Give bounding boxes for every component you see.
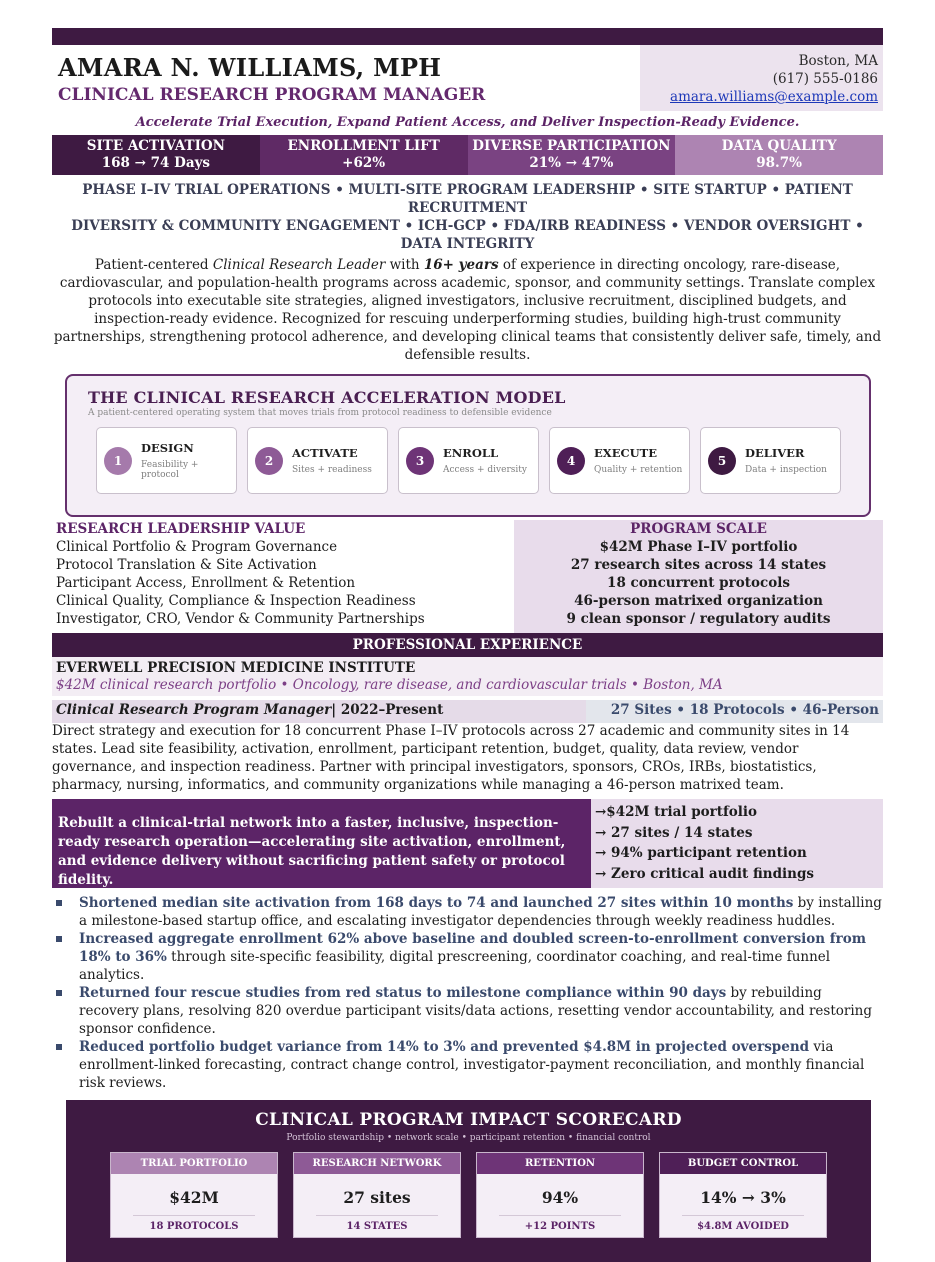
- list-item: [52, 930, 883, 984]
- square-bullet-icon: [56, 990, 62, 996]
- model-step-activate: [247, 427, 388, 494]
- list-item: [52, 894, 883, 930]
- step-number-badge: 1: [104, 447, 132, 475]
- card-heading: TRIAL PORTFOLIO: [111, 1153, 277, 1174]
- card-heading: RETENTION: [477, 1153, 643, 1174]
- scorecard-card-retention: [476, 1152, 644, 1238]
- step-number-badge: 2: [255, 447, 283, 475]
- achievement-lead: Returned four rescue studies from red status to milestone compliance within 90 days: [79, 985, 727, 1001]
- scorecard-card-budget-control: [659, 1152, 827, 1238]
- scorecard-title: CLINICAL PROGRAM IMPACT SCORECARD: [255, 1110, 682, 1130]
- professional-summary: [52, 256, 883, 364]
- company-description: $42M clinical research portfolio • Oncology, rare disease, and cardiovascular trials • Boston, MA: [56, 677, 723, 693]
- summary-text: of experience in directing oncology, rare-disease, cardiovascular, and population-health programs across academic, sponsor, and community settings. Translate complex protocols into executable site strategies, aligned investigators, inclusive recruitment, disciplined budgets, and inspection-ready evidence. Recognized for rescuing underperforming studies, building high-trust community partnerships, strengthening protocol adherence, and developing clinical teams that consistently deliver safe, timely, and defensible results.: [53, 257, 882, 363]
- summary-emphasis: Clinical Research Leader: [212, 257, 386, 273]
- scorecard-card-trial-portfolio: [110, 1152, 278, 1238]
- company-block: [52, 657, 883, 696]
- list-item: Protocol Translation & Site Activation: [56, 557, 317, 573]
- step-number-badge: 4: [557, 447, 585, 475]
- achievement-detail: through site-specific feasibility, digital prescreening, coordinator coaching, and real-time funnel analytics.: [79, 949, 831, 983]
- card-divider: [682, 1215, 804, 1216]
- step-number-badge: 3: [406, 447, 434, 475]
- resume-page: [52, 28, 883, 1262]
- list-item: → 27 sites / 14 states: [595, 824, 753, 841]
- step-name: ACTIVATE: [292, 446, 358, 460]
- model-step-design: [96, 427, 237, 494]
- kpi-value: 98.7%: [756, 155, 802, 171]
- kpi-value: 168 → 74 Days: [101, 155, 211, 171]
- achievement-detail: via enrollment-linked forecasting, contract change control, investigator-payment reconciliation, and monthly financial risk reviews.: [79, 1039, 865, 1091]
- program-scale-list: [514, 520, 883, 633]
- scorecard-card-research-network: [293, 1152, 461, 1238]
- contact-location: Boston, MA: [798, 53, 878, 69]
- model-step-enroll: [398, 427, 539, 494]
- card-divider: [499, 1215, 621, 1216]
- kpi-value: +62%: [342, 155, 386, 171]
- kpi-diverse-participation: [468, 135, 676, 175]
- summary-text: with: [385, 257, 424, 273]
- list-item: [52, 984, 883, 1038]
- step-description: Sites + readiness: [292, 465, 372, 475]
- achievement-lead: Reduced portfolio budget variance from 14% to 3% and prevented $4.8M in projected overspend: [79, 1039, 810, 1055]
- model-steps: [96, 427, 869, 494]
- company-name: EVERWELL PRECISION MEDICINE INSTITUTE: [56, 660, 416, 676]
- step-description: Access + diversity: [443, 465, 527, 475]
- card-heading: RESEARCH NETWORK: [294, 1153, 460, 1174]
- role-name: Clinical Research Program Manager: [56, 702, 332, 718]
- square-bullet-icon: [56, 1044, 62, 1050]
- card-value: 94%: [541, 1188, 579, 1207]
- highlight-statement: Rebuilt a clinical-trial network into a faster, inclusive, inspection-ready research operation—accelerating site activation, enrollment, and evidence delivery without sacrificing patient safety or protocol fidelity.: [52, 799, 591, 888]
- value-and-scale: [52, 520, 883, 633]
- list-item: [52, 1038, 883, 1092]
- square-bullet-icon: [56, 936, 62, 942]
- step-description: Data + inspection: [745, 465, 827, 475]
- model-title: THE CLINICAL RESEARCH ACCELERATION MODEL: [88, 388, 566, 407]
- achievement-detail: by rebuilding recovery plans, resolving 820 overdue participant visits/data actions, resetting vendor accountability, and restoring sponsor confidence.: [79, 985, 872, 1037]
- card-divider: [316, 1215, 438, 1216]
- card-footnote: $4.8M AVOIDED: [697, 1221, 789, 1232]
- list-item: Clinical Quality, Compliance & Inspection Readiness: [56, 593, 416, 609]
- list-item: 27 research sites across 14 states: [570, 557, 827, 573]
- role-stats: 27 Sites • 18 Protocols • 46-Person: [586, 700, 883, 723]
- card-divider: [133, 1215, 255, 1216]
- role-title: [52, 700, 586, 723]
- model-step-deliver: [700, 427, 841, 494]
- header-identity: [52, 45, 640, 111]
- contact-block: [640, 45, 883, 111]
- core-competencies: [52, 181, 883, 253]
- role-dates: | 2022–Present: [331, 702, 444, 718]
- list-item: Participant Access, Enrollment & Retention: [56, 575, 356, 591]
- kpi-data-quality: [675, 135, 883, 175]
- summary-text: Patient-centered: [94, 257, 213, 273]
- step-number-badge: 5: [708, 447, 736, 475]
- list-item: → Zero critical audit findings: [595, 865, 815, 882]
- kpi-label: DIVERSE PARTICIPATION: [472, 138, 671, 154]
- role-description: Direct strategy and execution for 18 concurrent Phase I–IV protocols across 27 academic and community sites in 14 states. Lead site feasibility, activation, enrollment, participant retention, budget, quality, data review, vendor governance, and inspection readiness. Partner with principal investigators, sponsors, CROs, IRBs, biostatistics, pharmacy, nursing, informatics, and community organizations while managing a 46-person matrixed team.: [52, 723, 850, 793]
- contact-email-link[interactable]: amara.williams@example.com: [670, 89, 878, 105]
- kpi-value: 21% → 47%: [529, 155, 614, 171]
- step-description: Feasibility + protocol: [141, 460, 199, 480]
- contact-phone: (617) 555-0186: [772, 71, 878, 87]
- list-item: →$42M trial portfolio: [595, 804, 758, 820]
- square-bullet-icon: [56, 900, 62, 906]
- tagline: Accelerate Trial Execution, Expand Patient Access, and Deliver Inspection-Ready Evidence.: [135, 115, 800, 130]
- list-item: 46-person matrixed organization: [574, 593, 823, 609]
- competencies-line: PHASE I–IV TRIAL OPERATIONS • MULTI-SITE PROGRAM LEADERSHIP • SITE STARTUP • PATIENT RECRUITMENT: [82, 182, 853, 216]
- step-name: EXECUTE: [594, 446, 657, 460]
- highlight-points: [591, 799, 883, 888]
- step-name: DESIGN: [141, 441, 194, 455]
- kpi-label: SITE ACTIVATION: [86, 138, 226, 154]
- role-header: [52, 700, 883, 723]
- card-footnote: 18 PROTOCOLS: [149, 1221, 239, 1232]
- summary-years: 16+ years: [423, 257, 499, 273]
- leadership-value-heading: RESEARCH LEADERSHIP VALUE: [56, 521, 306, 537]
- kpi-label: DATA QUALITY: [721, 138, 837, 154]
- impact-scorecard: [66, 1100, 871, 1262]
- candidate-name: AMARA N. WILLIAMS, MPH: [58, 53, 442, 82]
- achievement-bullets: [52, 894, 883, 1092]
- step-name: ENROLL: [443, 446, 499, 460]
- section-heading-experience: PROFESSIONAL EXPERIENCE: [52, 633, 883, 657]
- header: [52, 45, 883, 111]
- kpi-enrollment-lift: [260, 135, 468, 175]
- list-item: Clinical Portfolio & Program Governance: [56, 539, 338, 555]
- model-subtitle: A patient-centered operating system that moves trials from protocol readiness to defensible evidence: [88, 408, 552, 418]
- achievement-lead: Increased aggregate enrollment 62% above baseline and doubled screen-to-enrollment conversion from 18% to 36%: [79, 931, 867, 965]
- model-step-execute: [549, 427, 690, 494]
- card-footnote: 14 STATES: [346, 1221, 408, 1232]
- list-item: 9 clean sponsor / regulatory audits: [566, 611, 831, 627]
- competencies-line: DIVERSITY & COMMUNITY ENGAGEMENT • ICH-GCP • FDA/IRB READINESS • VENDOR OVERSIGHT • DATA INTEGRITY: [71, 218, 864, 252]
- kpi-strip: [52, 135, 883, 175]
- achievement-detail: by installing a milestone-based startup office, and escalating investigator dependencies through weekly readiness huddles.: [79, 895, 882, 929]
- leadership-value-list: [52, 520, 514, 633]
- card-value: 27 sites: [343, 1188, 411, 1207]
- acceleration-model-panel: [65, 374, 871, 517]
- step-name: DELIVER: [745, 446, 805, 460]
- highlight-panel: [52, 799, 883, 888]
- top-accent-bar: [52, 28, 883, 45]
- step-description: Quality + retention: [594, 465, 683, 475]
- program-scale-heading: PROGRAM SCALE: [630, 521, 767, 537]
- achievement-lead: Shortened median site activation from 168 days to 74 and launched 27 sites within 10 months: [79, 895, 794, 911]
- candidate-title: CLINICAL RESEARCH PROGRAM MANAGER: [58, 85, 486, 105]
- kpi-label: ENROLLMENT LIFT: [287, 138, 440, 154]
- list-item: Investigator, CRO, Vendor & Community Partnerships: [56, 611, 425, 627]
- card-heading: BUDGET CONTROL: [660, 1153, 826, 1174]
- kpi-site-activation: [52, 135, 260, 175]
- scorecard-subtitle: Portfolio stewardship • network scale • participant retention • financial control: [286, 1133, 651, 1143]
- list-item: 18 concurrent protocols: [607, 575, 790, 591]
- list-item: → 94% participant retention: [595, 845, 807, 861]
- list-item: $42M Phase I–IV portfolio: [599, 539, 798, 555]
- card-value: 14% → 3%: [700, 1188, 786, 1207]
- card-value: $42M: [169, 1188, 219, 1207]
- card-footnote: +12 POINTS: [524, 1221, 596, 1232]
- scorecard-cards: [66, 1152, 871, 1238]
